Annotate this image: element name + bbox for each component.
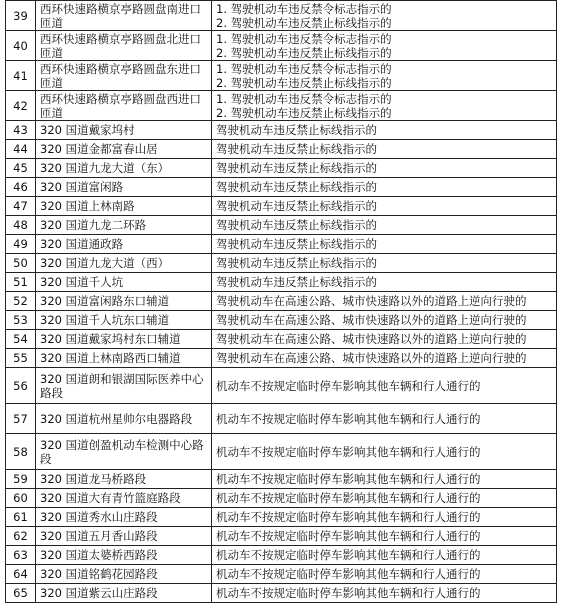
location-cell: 320 国道富闲路东口辅道 [36, 292, 212, 311]
violation-cell [212, 489, 557, 508]
row-number: 47 [6, 197, 36, 216]
location-cell: 西环快速路横京亭路圆盘北进口匝道 [36, 31, 212, 61]
violation-cell [212, 330, 557, 349]
violation-text: 驾驶机动车违反禁止标线指示的 [216, 275, 377, 289]
violation-cell [212, 121, 557, 140]
location-cell: 320 国道龙马桥路段 [36, 470, 212, 489]
location-cell: 320 国道千人坑 [36, 273, 212, 292]
table-row [6, 508, 557, 527]
violation-text: 驾驶机动车在高速公路、城市快速路以外的道路上逆向行驶的 [216, 294, 527, 308]
row-number: 55 [6, 349, 36, 368]
row-number: 61 [6, 508, 36, 527]
violation-text: 机动车不按规定临时停车影响其他车辆和行人通行的 [216, 529, 481, 543]
row-number: 48 [6, 216, 36, 235]
location-cell: 320 国道杭州星帅尔电器路段 [36, 404, 212, 434]
table-row [6, 565, 557, 584]
violation-text: 驾驶机动车在高速公路、城市快速路以外的道路上逆向行驶的 [216, 351, 527, 365]
violation-cell [212, 434, 557, 470]
location-cell: 320 国道五月香山路段 [36, 527, 212, 546]
table-row [6, 178, 557, 197]
location-cell: 320 国道紫云山庄路段 [36, 584, 212, 603]
table-row [6, 584, 557, 603]
row-number: 62 [6, 527, 36, 546]
table-row [6, 368, 557, 404]
table-row [6, 216, 557, 235]
violation-text: 驾驶机动车违反禁止标线指示的 [216, 180, 377, 194]
violation-text: 1. 驾驶机动车违反禁令标志指示的 [216, 61, 392, 76]
location-cell: 320 国道富闲路 [36, 178, 212, 197]
location-cell: 西环快速路横京亭路圆盘西进口匝道 [36, 91, 212, 121]
row-number: 52 [6, 292, 36, 311]
location-cell: 320 国道创盈机动车检测中心路段 [36, 434, 212, 470]
location-cell: 320 国道九龙大道（西） [36, 254, 212, 273]
table-row [6, 527, 557, 546]
location-cell: 320 国道千人坑东口辅道 [36, 311, 212, 330]
row-number: 57 [6, 404, 36, 434]
table-row [6, 489, 557, 508]
table-body [6, 1, 557, 603]
table-row [6, 292, 557, 311]
table-row [6, 470, 557, 489]
violation-text: 2. 驾驶机动车违反禁止标线指示的 [216, 75, 392, 90]
table-row [6, 91, 557, 121]
violation-text: 驾驶机动车违反禁止标线指示的 [216, 237, 377, 251]
violation-text: 驾驶机动车在高速公路、城市快速路以外的道路上逆向行驶的 [216, 332, 527, 346]
violation-text: 2. 驾驶机动车违反禁止标线指示的 [216, 45, 392, 60]
violation-location-table [5, 0, 557, 603]
violation-cell [212, 292, 557, 311]
violation-text: 机动车不按规定临时停车影响其他车辆和行人通行的 [216, 567, 481, 581]
violation-cell [212, 197, 557, 216]
violation-text: 机动车不按规定临时停车影响其他车辆和行人通行的 [216, 444, 481, 459]
location-cell: 320 国道秀水山庄路段 [36, 508, 212, 527]
violation-cell [212, 91, 557, 121]
row-number: 49 [6, 235, 36, 254]
violation-cell [212, 527, 557, 546]
table-row [6, 61, 557, 91]
table-row [6, 140, 557, 159]
row-number: 60 [6, 489, 36, 508]
violation-cell [212, 216, 557, 235]
row-number: 65 [6, 584, 36, 603]
location-cell: 320 国道金都富春山居 [36, 140, 212, 159]
violation-text: 驾驶机动车违反禁止标线指示的 [216, 256, 377, 270]
violation-text: 机动车不按规定临时停车影响其他车辆和行人通行的 [216, 510, 481, 524]
row-number: 63 [6, 546, 36, 565]
violation-text: 1. 驾驶机动车违反禁令标志指示的 [216, 31, 392, 46]
location-cell: 320 国道大有青竹篮庭路段 [36, 489, 212, 508]
table-row [6, 404, 557, 434]
row-number: 50 [6, 254, 36, 273]
row-number: 54 [6, 330, 36, 349]
table-row [6, 121, 557, 140]
row-number: 58 [6, 434, 36, 470]
violation-cell [212, 178, 557, 197]
table-row [6, 546, 557, 565]
location-cell: 320 国道通政路 [36, 235, 212, 254]
violation-text: 机动车不按规定临时停车影响其他车辆和行人通行的 [216, 586, 481, 600]
violation-cell [212, 311, 557, 330]
row-number: 39 [6, 1, 36, 31]
violation-cell [212, 235, 557, 254]
row-number: 59 [6, 470, 36, 489]
violation-cell [212, 31, 557, 61]
violation-cell [212, 140, 557, 159]
table-row [6, 31, 557, 61]
violation-cell [212, 508, 557, 527]
violation-cell [212, 1, 557, 31]
row-number: 42 [6, 91, 36, 121]
table-row [6, 330, 557, 349]
violation-cell [212, 404, 557, 434]
violation-text: 1. 驾驶机动车违反禁令标志指示的 [216, 1, 392, 16]
location-cell: 320 国道朗和银湖国际医养中心路段 [36, 368, 212, 404]
table-row [6, 159, 557, 178]
table-row [6, 197, 557, 216]
violation-text: 机动车不按规定临时停车影响其他车辆和行人通行的 [216, 472, 481, 486]
table-row [6, 349, 557, 368]
violation-cell [212, 470, 557, 489]
violation-cell [212, 254, 557, 273]
row-number: 40 [6, 31, 36, 61]
violation-cell [212, 546, 557, 565]
violation-text: 驾驶机动车违反禁止标线指示的 [216, 142, 377, 156]
table-row [6, 273, 557, 292]
location-cell: 320 国道太婆桥西路段 [36, 546, 212, 565]
location-cell: 320 国道铭鹤花园路段 [36, 565, 212, 584]
table-row [6, 235, 557, 254]
row-number: 43 [6, 121, 36, 140]
violation-text: 机动车不按规定临时停车影响其他车辆和行人通行的 [216, 411, 481, 426]
violation-text: 驾驶机动车违反禁止标线指示的 [216, 123, 377, 137]
violation-text: 2. 驾驶机动车违反禁止标线指示的 [216, 105, 392, 120]
row-number: 53 [6, 311, 36, 330]
violation-cell [212, 273, 557, 292]
table-row [6, 434, 557, 470]
row-number: 51 [6, 273, 36, 292]
row-number: 44 [6, 140, 36, 159]
violation-cell [212, 368, 557, 404]
violation-cell [212, 349, 557, 368]
location-cell: 320 国道上林南路 [36, 197, 212, 216]
violation-text: 机动车不按规定临时停车影响其他车辆和行人通行的 [216, 491, 481, 505]
violation-text: 1. 驾驶机动车违反禁令标志指示的 [216, 91, 392, 106]
violation-cell [212, 565, 557, 584]
table-row [6, 254, 557, 273]
violation-text: 驾驶机动车违反禁止标线指示的 [216, 218, 377, 232]
violation-text: 驾驶机动车违反禁止标线指示的 [216, 161, 377, 175]
location-cell: 320 国道九龙二环路 [36, 216, 212, 235]
violation-text: 机动车不按规定临时停车影响其他车辆和行人通行的 [216, 548, 481, 562]
row-number: 64 [6, 565, 36, 584]
location-cell: 320 国道九龙大道（东） [36, 159, 212, 178]
table-row [6, 1, 557, 31]
row-number: 41 [6, 61, 36, 91]
violation-text: 驾驶机动车在高速公路、城市快速路以外的道路上逆向行驶的 [216, 313, 527, 327]
row-number: 45 [6, 159, 36, 178]
location-cell: 320 国道戴家坞村东口辅道 [36, 330, 212, 349]
violation-text: 机动车不按规定临时停车影响其他车辆和行人通行的 [216, 378, 481, 393]
row-number: 46 [6, 178, 36, 197]
violation-text: 驾驶机动车违反禁止标线指示的 [216, 199, 377, 213]
table-row [6, 311, 557, 330]
row-number: 56 [6, 368, 36, 404]
location-cell: 西环快速路横京亭路圆盘东进口匝道 [36, 61, 212, 91]
violation-cell [212, 584, 557, 603]
violation-cell [212, 159, 557, 178]
location-cell: 320 国道上林南路西口辅道 [36, 349, 212, 368]
violation-text: 2. 驾驶机动车违反禁止标线指示的 [216, 15, 392, 30]
violation-cell [212, 61, 557, 91]
location-cell: 320 国道戴家坞村 [36, 121, 212, 140]
location-cell: 西环快速路横京亭路圆盘南进口匝道 [36, 1, 212, 31]
